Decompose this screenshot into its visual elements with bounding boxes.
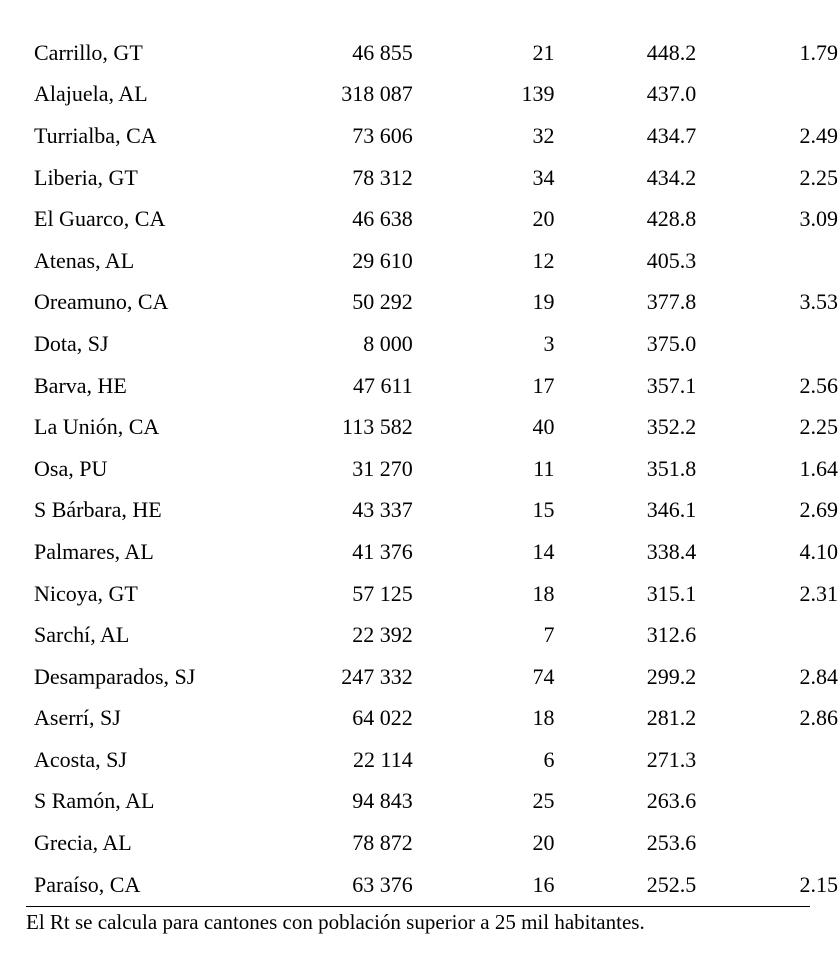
canton-name-cell: Osa, PU bbox=[34, 455, 108, 481]
population-cell: 78 872 bbox=[352, 830, 413, 856]
canton-name-cell: Liberia, GT bbox=[34, 164, 138, 190]
table-row bbox=[0, 32, 838, 74]
table-row bbox=[0, 864, 838, 906]
table-row bbox=[0, 323, 838, 365]
rt-cell bbox=[696, 614, 838, 656]
rate-cell: 434.7 bbox=[646, 122, 697, 148]
table-row bbox=[0, 781, 838, 823]
rate-cell: 351.8 bbox=[646, 455, 697, 481]
rt-cell: 2.86 bbox=[799, 705, 838, 731]
population-cell: 43 337 bbox=[352, 497, 413, 523]
cases-cell: 32 bbox=[532, 122, 555, 148]
rt-cell: 3.09 bbox=[799, 206, 838, 232]
table-row bbox=[0, 739, 838, 781]
canton-name-cell: Paraíso, CA bbox=[34, 871, 141, 897]
cases-cell: 25 bbox=[532, 788, 555, 814]
cases-cell: 139 bbox=[521, 81, 555, 107]
population-cell: 113 582 bbox=[342, 414, 413, 440]
rt-cell: 2.31 bbox=[799, 580, 838, 606]
population-cell: 41 376 bbox=[352, 538, 413, 564]
canton-name-cell: Nicoya, GT bbox=[34, 580, 138, 606]
population-cell: 29 610 bbox=[352, 247, 413, 273]
cases-cell: 15 bbox=[532, 497, 555, 523]
table-row bbox=[0, 157, 838, 199]
population-cell: 8 000 bbox=[363, 330, 413, 356]
rate-cell: 263.6 bbox=[646, 788, 697, 814]
table-row bbox=[0, 240, 838, 282]
cases-cell: 18 bbox=[532, 705, 555, 731]
rate-cell: 312.6 bbox=[646, 622, 697, 648]
canton-name-cell: Barva, HE bbox=[34, 372, 127, 398]
population-cell: 47 611 bbox=[353, 372, 413, 398]
rt-cell: 3.53 bbox=[799, 289, 838, 315]
cases-cell: 19 bbox=[532, 289, 555, 315]
cases-cell: 21 bbox=[532, 39, 555, 65]
table-row bbox=[0, 573, 838, 615]
rate-cell: 299.2 bbox=[646, 663, 697, 689]
rt-cell: 2.25 bbox=[799, 164, 838, 190]
cases-cell: 14 bbox=[532, 538, 555, 564]
table-row bbox=[0, 614, 838, 656]
canton-name-cell: Grecia, AL bbox=[34, 830, 132, 856]
population-cell: 46 638 bbox=[352, 206, 413, 232]
canton-table-container bbox=[0, 32, 838, 905]
rate-cell: 352.2 bbox=[646, 414, 697, 440]
population-cell: 50 292 bbox=[352, 289, 413, 315]
canton-name-cell: El Guarco, CA bbox=[34, 206, 166, 232]
population-cell: 46 855 bbox=[352, 39, 413, 65]
canton-name-cell: Carrillo, GT bbox=[34, 39, 143, 65]
table-row bbox=[0, 406, 838, 448]
rt-cell: 2.84 bbox=[799, 663, 838, 689]
canton-name-cell: Sarchí, AL bbox=[34, 622, 130, 648]
population-cell: 22 114 bbox=[353, 746, 413, 772]
rt-cell: 2.49 bbox=[799, 122, 838, 148]
rate-cell: 346.1 bbox=[646, 497, 697, 523]
cases-cell: 11 bbox=[533, 455, 555, 481]
cases-cell: 6 bbox=[543, 746, 555, 772]
cases-cell: 17 bbox=[532, 372, 555, 398]
table-row bbox=[0, 115, 838, 157]
table-bottom-rule bbox=[26, 906, 810, 907]
rate-cell: 357.1 bbox=[646, 372, 697, 398]
canton-name-cell: Desamparados, SJ bbox=[34, 663, 196, 689]
canton-name-cell: Oreamuno, CA bbox=[34, 289, 169, 315]
canton-name-cell: Acosta, SJ bbox=[34, 746, 127, 772]
rt-cell: 1.79 bbox=[799, 39, 838, 65]
rate-cell: 377.8 bbox=[646, 289, 697, 315]
population-cell: 247 332 bbox=[341, 663, 413, 689]
population-cell: 64 022 bbox=[352, 705, 413, 731]
table-row bbox=[0, 282, 838, 324]
table-row bbox=[0, 531, 838, 573]
canton-name-cell: S Ramón, AL bbox=[34, 788, 155, 814]
canton-name-cell: Dota, SJ bbox=[34, 330, 109, 356]
table-row bbox=[0, 198, 838, 240]
rt-cell bbox=[696, 323, 838, 365]
rate-cell: 253.6 bbox=[646, 830, 697, 856]
table-row bbox=[0, 656, 838, 698]
rt-cell: 2.25 bbox=[799, 414, 838, 440]
rate-cell: 315.1 bbox=[646, 580, 697, 606]
table-row bbox=[0, 698, 838, 740]
table-footnote: El Rt se calcula para cantones con población superior a 25 mil habitantes. bbox=[26, 910, 645, 934]
canton-name-cell: Turrialba, CA bbox=[34, 122, 157, 148]
rt-cell: 2.56 bbox=[799, 372, 838, 398]
population-cell: 63 376 bbox=[352, 871, 413, 897]
cases-cell: 16 bbox=[532, 871, 555, 897]
cases-cell: 40 bbox=[532, 414, 555, 440]
population-cell: 73 606 bbox=[352, 122, 413, 148]
table-row bbox=[0, 490, 838, 532]
cases-cell: 34 bbox=[532, 164, 555, 190]
rate-cell: 434.2 bbox=[646, 164, 697, 190]
rate-cell: 405.3 bbox=[646, 247, 697, 273]
rt-cell bbox=[696, 74, 838, 116]
cases-cell: 3 bbox=[543, 330, 555, 356]
rate-cell: 428.8 bbox=[646, 206, 697, 232]
rt-cell: 2.15 bbox=[799, 871, 838, 897]
rt-cell bbox=[696, 781, 838, 823]
canton-table-body bbox=[0, 32, 838, 905]
table-row bbox=[0, 822, 838, 864]
population-cell: 57 125 bbox=[352, 580, 413, 606]
cases-cell: 20 bbox=[532, 206, 555, 232]
population-cell: 94 843 bbox=[352, 788, 413, 814]
rate-cell: 281.2 bbox=[646, 705, 697, 731]
rt-cell bbox=[696, 822, 838, 864]
rate-cell: 375.0 bbox=[646, 330, 697, 356]
cases-cell: 18 bbox=[532, 580, 555, 606]
cases-cell: 7 bbox=[543, 622, 555, 648]
canton-name-cell: Atenas, AL bbox=[34, 247, 135, 273]
rt-cell: 1.64 bbox=[799, 455, 838, 481]
rate-cell: 437.0 bbox=[646, 81, 697, 107]
canton-table bbox=[0, 32, 838, 905]
canton-name-cell: S Bárbara, HE bbox=[34, 497, 162, 523]
rate-cell: 271.3 bbox=[646, 746, 697, 772]
population-cell: 31 270 bbox=[352, 455, 413, 481]
rt-cell bbox=[696, 240, 838, 282]
cases-cell: 20 bbox=[532, 830, 555, 856]
rate-cell: 338.4 bbox=[646, 538, 697, 564]
cases-cell: 74 bbox=[532, 663, 555, 689]
rt-cell bbox=[696, 739, 838, 781]
rt-cell: 2.69 bbox=[799, 497, 838, 523]
table-row bbox=[0, 74, 838, 116]
rate-cell: 448.2 bbox=[646, 39, 697, 65]
population-cell: 22 392 bbox=[352, 622, 413, 648]
canton-name-cell: Palmares, AL bbox=[34, 538, 154, 564]
population-cell: 318 087 bbox=[341, 81, 413, 107]
population-cell: 78 312 bbox=[352, 164, 413, 190]
rate-cell: 252.5 bbox=[646, 871, 697, 897]
canton-name-cell: Alajuela, AL bbox=[34, 81, 148, 107]
canton-name-cell: Aserrí, SJ bbox=[34, 705, 121, 731]
rt-cell: 4.10 bbox=[799, 538, 838, 564]
table-row bbox=[0, 365, 838, 407]
canton-name-cell: La Unión, CA bbox=[34, 414, 160, 440]
table-row bbox=[0, 448, 838, 490]
cases-cell: 12 bbox=[532, 247, 555, 273]
